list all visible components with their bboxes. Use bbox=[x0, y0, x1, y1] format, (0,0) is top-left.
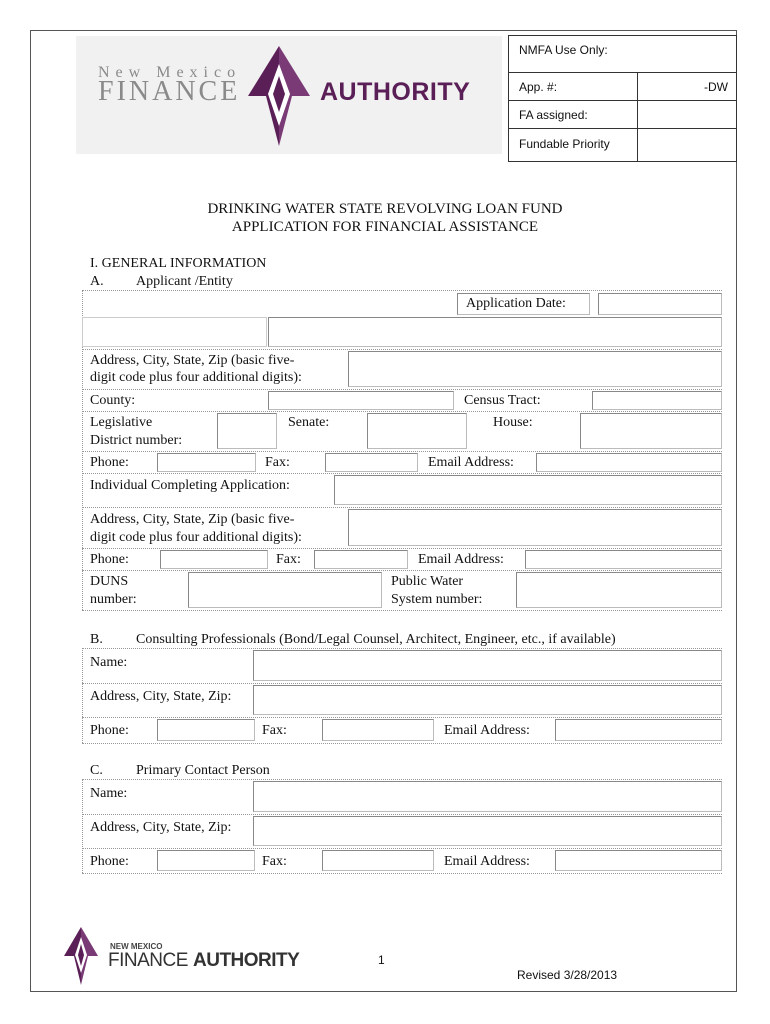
contact-name-label: Name: bbox=[90, 786, 128, 801]
pws-input[interactable] bbox=[516, 572, 722, 608]
contact-address-label: Address, City, State, Zip: bbox=[90, 820, 232, 835]
form-title-line2: APPLICATION FOR FINANCIAL ASSISTANCE bbox=[231, 219, 539, 235]
footer-logo-authority: AUTHORITY bbox=[193, 950, 300, 971]
footer-logo bbox=[60, 925, 300, 987]
pws-label-line1: Public Water bbox=[391, 574, 464, 589]
fax2-label: Fax: bbox=[276, 552, 301, 567]
county-label: County: bbox=[90, 393, 136, 408]
contact-fax-input[interactable] bbox=[322, 850, 434, 871]
logo-finance: FINANCE bbox=[98, 76, 241, 107]
contact-email-input[interactable] bbox=[555, 850, 722, 871]
contact-address-input[interactable] bbox=[253, 816, 722, 846]
email2-input[interactable] bbox=[525, 550, 722, 569]
contact-name-input[interactable] bbox=[253, 781, 722, 812]
contact-phone-label: Phone: bbox=[90, 854, 129, 869]
email-label: Email Address: bbox=[428, 455, 514, 470]
house-label: House: bbox=[493, 415, 533, 430]
consultant-fax-label: Fax: bbox=[262, 723, 287, 738]
fax-input[interactable] bbox=[325, 453, 418, 472]
page-number: 1 bbox=[378, 953, 385, 967]
address2-input[interactable] bbox=[348, 509, 722, 546]
footer-logo-new-mexico: NEW MEXICO bbox=[110, 942, 163, 951]
consultant-phone-input[interactable] bbox=[157, 719, 255, 741]
subsection-a-letter: A. bbox=[90, 274, 104, 289]
consultant-fax-input[interactable] bbox=[322, 719, 434, 741]
footer-logo-mark-icon bbox=[64, 927, 98, 985]
senate-input[interactable] bbox=[367, 413, 467, 449]
duns-label-line2: number: bbox=[90, 592, 137, 607]
consultant-email-input[interactable] bbox=[555, 719, 722, 741]
contact-fax-label: Fax: bbox=[262, 854, 287, 869]
consultant-phone-label: Phone: bbox=[90, 723, 129, 738]
app-number-label: App. #: bbox=[519, 80, 558, 94]
revised-date: Revised 3/28/2013 bbox=[517, 968, 618, 982]
subsection-c-title: Primary Contact Person bbox=[136, 763, 270, 778]
fa-assigned-label: FA assigned: bbox=[519, 108, 588, 122]
county-input[interactable] bbox=[268, 391, 454, 410]
legislative-label-line2: District number: bbox=[90, 433, 183, 448]
footer-logo-finance: FINANCE bbox=[108, 950, 188, 971]
email2-label: Email Address: bbox=[418, 552, 504, 567]
logo-authority: AUTHORITY bbox=[320, 78, 471, 106]
consultant-address-label: Address, City, State, Zip: bbox=[90, 689, 232, 704]
applicant-entity-label-box bbox=[82, 317, 267, 347]
fax-label: Fax: bbox=[265, 455, 290, 470]
application-date-input[interactable] bbox=[598, 293, 722, 315]
address2-label-line1: Address, City, State, Zip (basic five- bbox=[90, 512, 295, 527]
legislative-label-line1: Legislative bbox=[90, 415, 153, 430]
nmfa-use-only-box bbox=[508, 35, 737, 162]
section-general-information: I. GENERAL INFORMATION bbox=[90, 256, 267, 271]
duns-input[interactable] bbox=[188, 572, 382, 608]
house-input[interactable] bbox=[580, 413, 722, 449]
subsection-b-letter: B. bbox=[90, 632, 103, 647]
duns-label-line1: DUNS bbox=[90, 574, 129, 589]
census-tract-label: Census Tract: bbox=[464, 393, 541, 408]
fax2-input[interactable] bbox=[314, 550, 408, 569]
individual-completing-label: Individual Completing Application: bbox=[90, 478, 290, 493]
consultant-name-label: Name: bbox=[90, 655, 128, 670]
logo-mark-icon bbox=[248, 46, 310, 146]
application-date-label: Application Date: bbox=[466, 296, 566, 311]
phone2-label: Phone: bbox=[90, 552, 129, 567]
logo-new-mexico: New Mexico bbox=[98, 64, 242, 81]
legislative-district-input[interactable] bbox=[217, 413, 277, 449]
applicant-entity-input[interactable] bbox=[268, 317, 722, 347]
address1-label-line1: Address, City, State, Zip (basic five- bbox=[90, 353, 295, 368]
phone-input[interactable] bbox=[157, 453, 256, 472]
phone2-input[interactable] bbox=[160, 550, 268, 569]
email-input[interactable] bbox=[536, 453, 722, 472]
pws-label-line2: System number: bbox=[391, 592, 483, 607]
address1-label-line2: digit code plus four additional digits): bbox=[90, 370, 302, 385]
consultant-name-input[interactable] bbox=[253, 650, 722, 681]
form-title-line1: DRINKING WATER STATE REVOLVING LOAN FUND bbox=[207, 201, 563, 217]
individual-completing-input[interactable] bbox=[334, 475, 722, 505]
address1-input[interactable] bbox=[348, 351, 722, 387]
contact-phone-input[interactable] bbox=[157, 850, 255, 871]
phone-label: Phone: bbox=[90, 455, 129, 470]
senate-label: Senate: bbox=[288, 415, 330, 430]
consultant-email-label: Email Address: bbox=[444, 723, 530, 738]
fundable-priority-label: Fundable Priority bbox=[519, 137, 610, 151]
subsection-b-title: Consulting Professionals (Bond/Legal Counsel, Architect, Engineer, etc., if available) bbox=[136, 632, 616, 647]
subsection-c-letter: C. bbox=[90, 763, 103, 778]
nmfa-logo bbox=[76, 36, 502, 154]
subsection-a-title: Applicant /Entity bbox=[136, 274, 233, 289]
contact-email-label: Email Address: bbox=[444, 854, 530, 869]
consultant-address-input[interactable] bbox=[253, 685, 722, 715]
census-tract-input[interactable] bbox=[592, 391, 722, 410]
nmfa-box-title: NMFA Use Only: bbox=[519, 43, 608, 57]
app-number-value[interactable]: -DW bbox=[704, 80, 728, 94]
address2-label-line2: digit code plus four additional digits): bbox=[90, 530, 302, 545]
